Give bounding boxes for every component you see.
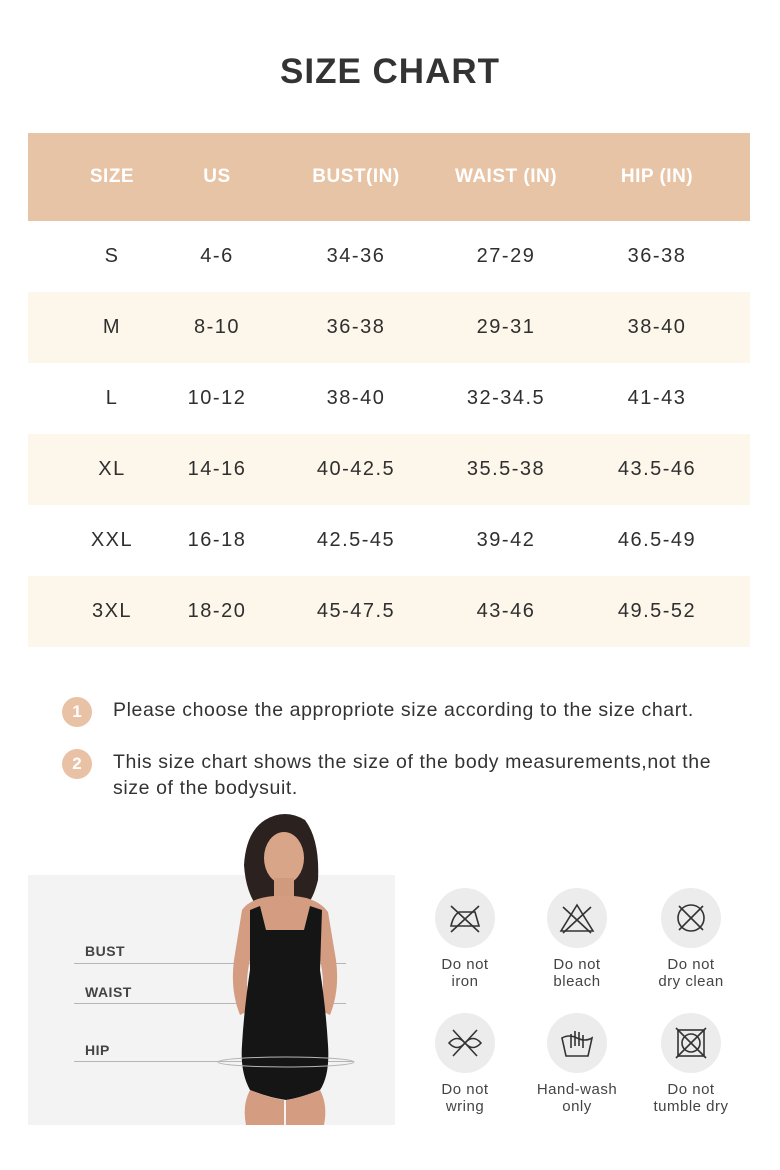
care-item-do-not-wring bbox=[405, 1013, 525, 1115]
note-number-badge: 2 bbox=[62, 749, 92, 779]
table-row bbox=[28, 505, 750, 576]
cell-size: S bbox=[104, 245, 120, 267]
cell-us: 14-16 bbox=[187, 458, 247, 480]
care-item-hand-wash bbox=[517, 1013, 637, 1115]
note-text: This size chart shows the size of the body measurements,not the size of the bodysuit. bbox=[113, 751, 712, 799]
cell-bust: 42.5-45 bbox=[316, 529, 396, 551]
cell-waist: 29-31 bbox=[476, 316, 536, 338]
cell-hip: 41-43 bbox=[627, 387, 687, 409]
cell-size: M bbox=[102, 316, 122, 338]
cell-waist: 32-34.5 bbox=[466, 387, 546, 409]
cell-waist: 35.5-38 bbox=[466, 458, 546, 480]
header-size: SIZE bbox=[89, 166, 135, 187]
table-row bbox=[28, 363, 750, 434]
cell-us: 10-12 bbox=[187, 387, 247, 409]
cell-bust: 45-47.5 bbox=[316, 600, 396, 622]
care-label-line1: Do not iron bbox=[441, 956, 489, 990]
table-row bbox=[28, 434, 750, 505]
bust-label: BUST bbox=[85, 943, 126, 959]
cell-hip: 36-38 bbox=[627, 245, 687, 267]
hip-label: HIP bbox=[85, 1042, 110, 1058]
cell-hip: 38-40 bbox=[627, 316, 687, 338]
cell-waist: 43-46 bbox=[476, 600, 536, 622]
cell-size: L bbox=[105, 387, 119, 409]
cell-bust: 34-36 bbox=[326, 245, 386, 267]
cell-bust: 40-42.5 bbox=[316, 458, 396, 480]
note-item bbox=[62, 697, 762, 727]
cell-waist: 27-29 bbox=[476, 245, 536, 267]
note-number-badge: 1 bbox=[62, 697, 92, 727]
page-title: SIZE CHART bbox=[280, 52, 500, 91]
do-not-wring-icon bbox=[435, 1013, 495, 1073]
do-not-iron-icon bbox=[435, 888, 495, 948]
care-label: Do not bleach bbox=[553, 956, 601, 990]
do-not-dry-clean-icon bbox=[661, 888, 721, 948]
notes bbox=[62, 697, 762, 823]
hand-wash-icon bbox=[547, 1013, 607, 1073]
waist-label: WAIST bbox=[85, 984, 132, 1000]
care-label: Do not tumble dry bbox=[653, 1081, 729, 1115]
table-row bbox=[28, 292, 750, 363]
care-label: Hand-wash only bbox=[536, 1081, 618, 1115]
do-not-tumble-dry-icon bbox=[661, 1013, 721, 1073]
care-item-do-not-bleach bbox=[517, 888, 637, 990]
care-label: Do not dry clean bbox=[658, 956, 724, 990]
cell-us: 8-10 bbox=[193, 316, 241, 338]
size-table bbox=[28, 133, 750, 647]
header-bust: BUST(IN) bbox=[312, 166, 400, 187]
cell-size: 3XL bbox=[91, 600, 133, 622]
header-us: US bbox=[203, 166, 231, 187]
do-not-bleach-icon bbox=[547, 888, 607, 948]
cell-waist: 39-42 bbox=[476, 529, 536, 551]
care-label: Do not wring bbox=[441, 1081, 489, 1115]
cell-hip: 46.5-49 bbox=[617, 529, 697, 551]
cell-bust: 36-38 bbox=[326, 316, 386, 338]
cell-bust: 38-40 bbox=[326, 387, 386, 409]
cell-us: 16-18 bbox=[187, 529, 247, 551]
note-item bbox=[62, 749, 762, 801]
care-item-do-not-tumble-dry bbox=[631, 1013, 751, 1115]
cell-us: 18-20 bbox=[187, 600, 247, 622]
model-illustration bbox=[180, 810, 380, 1125]
cell-hip: 49.5-52 bbox=[617, 600, 697, 622]
header-hip: HIP (IN) bbox=[620, 166, 694, 187]
care-item-do-not-iron bbox=[405, 888, 525, 990]
cell-size: XL bbox=[98, 458, 126, 480]
header-waist: WAIST (IN) bbox=[454, 166, 558, 187]
note-text: Please choose the appropriote size according to the size chart. bbox=[113, 699, 694, 721]
cell-us: 4-6 bbox=[200, 245, 234, 267]
cell-hip: 43.5-46 bbox=[617, 458, 697, 480]
care-item-do-not-dry-clean bbox=[631, 888, 751, 990]
table-row bbox=[28, 576, 750, 647]
table-row bbox=[28, 221, 750, 292]
table-header-row bbox=[28, 133, 750, 221]
cell-size: XXL bbox=[90, 529, 134, 551]
